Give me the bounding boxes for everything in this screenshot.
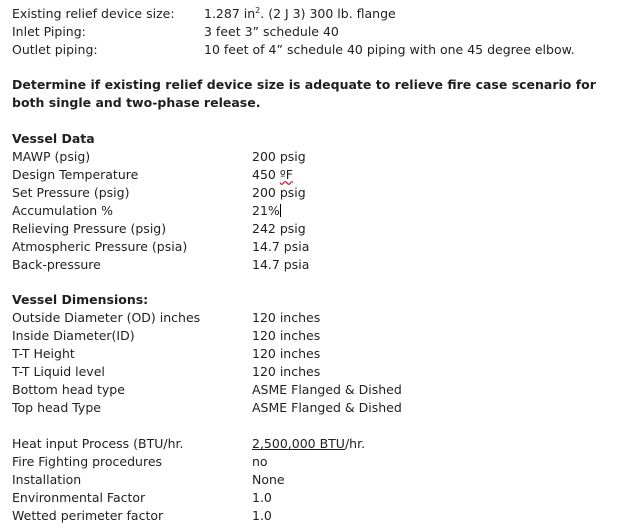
header-key: Outlet piping:	[12, 42, 98, 57]
row-value: None	[252, 472, 285, 487]
row-value: no	[252, 454, 268, 469]
row-key: Outside Diameter (OD) inches	[12, 310, 201, 325]
row-key: Top head Type	[12, 400, 101, 415]
row-value: 2,500,000 BTU/hr.	[252, 436, 366, 451]
header-value: 10 feet of 4” schedule 40 piping with one 45 degree elbow.	[204, 42, 575, 57]
row-value: 120 inches	[252, 346, 321, 361]
row-value: 200 psig	[252, 149, 306, 164]
row-value: 450 ºF	[252, 167, 293, 182]
row-key: Heat input Process (BTU/hr.	[12, 436, 184, 451]
row-value: 14.7 psia	[252, 239, 310, 254]
header-value: 3 feet 3” schedule 40	[204, 24, 339, 39]
question-text: Determine if existing relief device size is adequate to relieve fire case scenario for both single and two-phase release.	[12, 77, 596, 110]
row-key: T-T Liquid level	[12, 364, 105, 379]
row-value: ASME Flanged & Dished	[252, 382, 402, 397]
header-key: Existing relief device size:	[12, 6, 175, 21]
row-key: Design Temperature	[12, 167, 139, 182]
row-value: 1.0	[252, 508, 272, 523]
row-value: 200 psig	[252, 185, 306, 200]
row-key: Accumulation %	[12, 203, 114, 218]
section-title-vessel-data: Vessel Data	[12, 131, 95, 146]
header-value: 1.287 $in^2$. (2 J 3) 300 lb. flange	[204, 5, 396, 21]
row-key: Relieving Pressure (psig)	[12, 221, 167, 236]
row-value: 120 inches	[252, 310, 321, 325]
row-value: 14.7 psia	[252, 257, 310, 272]
row-key: MAWP (psig)	[12, 149, 91, 164]
row-key: Bottom head type	[12, 382, 125, 397]
section-title-vessel-dimensions: Vessel Dimensions:	[12, 292, 149, 307]
row-key: Environmental Factor	[12, 490, 146, 505]
row-value: 1.0	[252, 490, 272, 505]
row-value: 120 inches	[252, 364, 321, 379]
header-key: Inlet Piping:	[12, 24, 86, 39]
row-key: Back-pressure	[12, 257, 101, 272]
row-key: Set Pressure (psig)	[12, 185, 130, 200]
row-key: Atmospheric Pressure (psia)	[12, 239, 188, 254]
row-value: 242 psig	[252, 221, 306, 236]
row-value: 120 inches	[252, 328, 321, 343]
row-key: Fire Fighting procedures	[12, 454, 163, 469]
row-key: Inside Diameter(ID)	[12, 328, 135, 343]
row-key: T-T Height	[12, 346, 75, 361]
row-value: 21%	[252, 203, 280, 218]
text-cursor	[280, 204, 281, 217]
row-key: Wetted perimeter factor	[12, 508, 164, 523]
row-value: ASME Flanged & Dished	[252, 400, 402, 415]
row-key: Installation	[12, 472, 82, 487]
